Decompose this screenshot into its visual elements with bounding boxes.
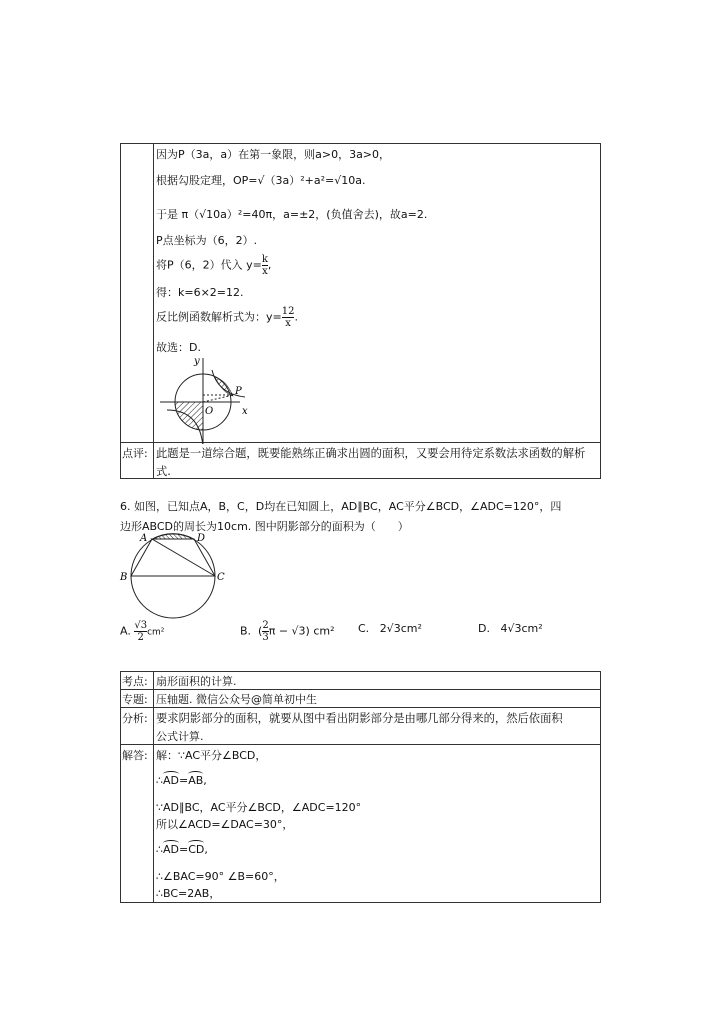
fraction-12-over-x: $\frac{12}{x}$ [281, 306, 295, 329]
row-text: 压轴题. 微信公众号@简单初中生 [156, 693, 317, 706]
row-label: 分析: [122, 712, 148, 725]
option-b[interactable]: B. ( $\frac{2}{3}$ π − √3) cm² [240, 620, 335, 643]
option-a[interactable]: A. $\frac{√3}{2}$ cm² [120, 620, 165, 643]
question-text: 6. 如图，已知点A，B，C，D均在已知圆上，AD∥BC，AC平分∠BCD，∠ADC=120°，四 [120, 500, 562, 513]
formula: √（3a）²+a²=√10a. [257, 174, 366, 187]
answer-line: ∴AD=AB, [156, 774, 207, 787]
circle-hyperbola-figure [160, 352, 250, 444]
point-b-label: B [120, 572, 128, 583]
option-c[interactable]: C. 2√3cm² [358, 622, 422, 635]
point-d-label: D [197, 533, 206, 544]
solution-line: 将P（6，2）代入 y= [156, 258, 262, 272]
document-page: 因为P（3a，a）在第一象限，则a>0，3a>0， 根据勾股定理，OP=√（3a）²+a²=√10a. 于是 π（√10a）²=40π，a=±2，(负值舍去)，故a=2. P点坐标为（6，2）. 将P（6，2）代入 y= $\frac{k}{x}$ , 得：k=6×2=12. 反比例函数解析式为：y= $\frac{12}{x}$ . 故选：D. y x O P 点评: 此题是一道综合题，既要能熟练正确求出圆的面积，又要会用待定系数法求函数的解析式. 6. 如图，已知点A，B，C，D均在已知圆上，AD∥BC，AC平分∠BCD，∠ADC=120°，四 边形ABCD的周长为10cm. 图中阴影部分的面积为（ ） A D B C A. $\frac{√3}{2}$ cm² B. ( $\frac{2}{3}$ π − √3) cm² C. 2√3cm² D. 4√3cm² 考点: 扇形面积的计算. 专题: 压轴题. 微信公众号@简单初中生 分析: 要求阴影部分的面积，就要从图中看出阴影部分是由哪几部分得来的，然后依面积 公式计算. 解答: 解：∵AC平分∠BCD， ∴AD=AB, ∵AD∥BC，AC平分∠BCD，∠ADC=120° 所以∠ACD=∠DAC=30°， ∴AD=CD, ∴∠BAC=90° ∠B=60°， ∴BC=2AB， [0, 0, 724, 1024]
solution-line: 因为P（3a，a）在第一象限，则a>0，3a>0， [156, 148, 391, 161]
solution-line: P点坐标为（6，2）. [156, 234, 258, 247]
x-axis-label: x [242, 406, 248, 417]
row-label: 考点: [122, 675, 148, 688]
solution-line: 根据勾股定理，OP= [156, 174, 258, 187]
answer-line: 解：∵AC平分∠BCD， [156, 749, 267, 762]
point-c-label: C [217, 572, 225, 583]
row-text: 扇形面积的计算. [156, 675, 237, 688]
option-d[interactable]: D. 4√3cm² [478, 622, 543, 635]
question-text: 边形ABCD的周长为10cm. 图中阴影部分的面积为（ ） [120, 520, 409, 533]
solution-line: 反比例函数解析式为：y= [156, 310, 282, 324]
answer-line: ∵AD∥BC，AC平分∠BCD，∠ADC=120° [156, 801, 362, 814]
quadrilateral-circle-figure [118, 530, 228, 620]
answer-line: ∴AD=CD, [156, 843, 208, 856]
row-text: 公式计算. [156, 730, 204, 743]
row-label: 解答: [122, 749, 148, 762]
comment-label: 点评: [122, 447, 148, 460]
point-a-label: A [140, 533, 148, 544]
answer-line: ∴∠BAC=90° ∠B=60°， [156, 870, 285, 883]
origin-label: O [205, 406, 214, 417]
comment-text: 此题是一道综合题，既要能熟练正确求出圆的面积，又要会用待定系数法求函数的解析式. [156, 447, 586, 478]
row-text: 要求阴影部分的面积，就要从图中看出阴影部分是由哪几部分得来的，然后依面积 [156, 712, 563, 725]
solution-line: 故选：D. [156, 341, 201, 354]
y-axis-label: y [194, 356, 200, 367]
row-label: 专题: [122, 693, 148, 706]
answer-line: ∴BC=2AB， [156, 887, 221, 900]
solution-line: 得：k=6×2=12. [156, 286, 244, 299]
point-p-label: P [235, 386, 242, 397]
fraction-k-over-x: $\frac{k}{x}$ [261, 254, 268, 277]
answer-line: 所以∠ACD=∠DAC=30°， [156, 818, 294, 831]
solution-line: 于是 π（√10a）²=40π，a=±2，(负值舍去)，故a=2. [156, 208, 428, 221]
